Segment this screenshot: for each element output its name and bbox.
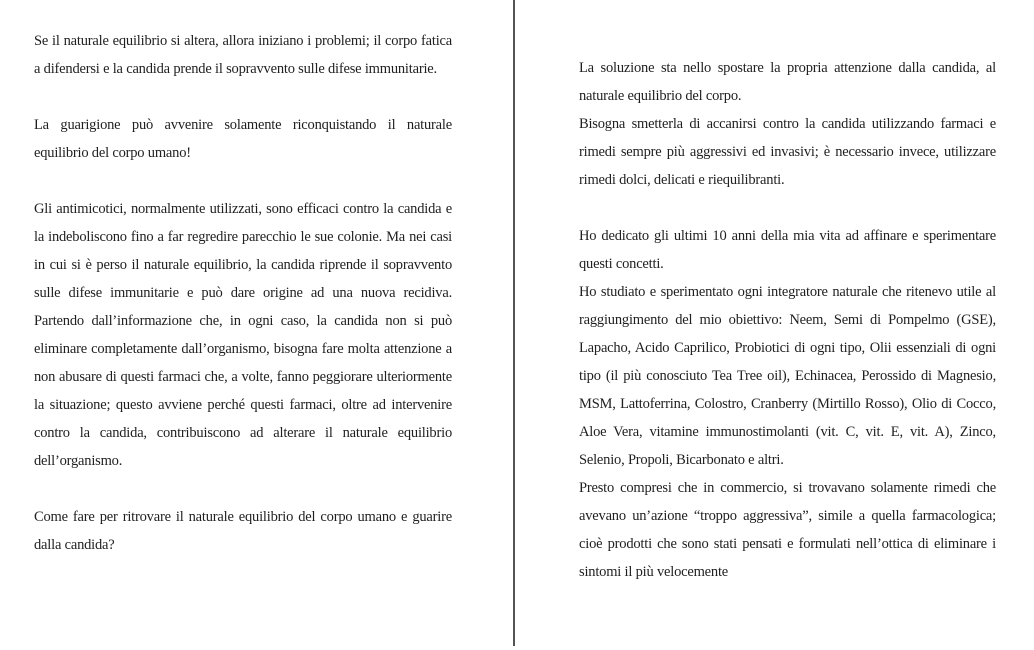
paragraph: Se il naturale equilibrio si altera, allora iniziano i problemi; il corpo fatica a difendersi e la candida prende il sopravvento sulle difese immunitarie. bbox=[34, 33, 452, 77]
paragraph: Gli antimicotici, normalmente utilizzati, sono efficaci contro la candida e la indeboliscono fino a far regredire parecchio le sue colonie. Ma nei casi in cui si è perso il naturale equilibrio, la candida riprende il sopravvento sulle difese immunitarie e può dare origine ad una nuova recidiva. Partendo dall’informazione che, in ogni caso, la candida non si può eliminare completamente dall’organismo, bisogna fare molta attenzione a non abusare di questi farmaci che, a volte, fanno peggiorare ulteriormente la situazione; questo avviene perché questi farmaci, oltre ad intervenire contro la candida, contribuiscono ad alterare il naturale equilibrio dell’organismo. bbox=[34, 201, 452, 469]
paragraph: Presto compresi che in commercio, si trovavano solamente rimedi che avevano un’azione “troppo aggressiva”, simile a quella farmacologica; cioè prodotti che sono stati pensati e formulati nell’ottica di eliminare i sintomi il più velocemente bbox=[579, 480, 996, 580]
paragraph: Come fare per ritrovare il naturale equilibrio del corpo umano e guarire dalla candida? bbox=[34, 509, 452, 553]
paragraph: Bisogna smetterla di accanirsi contro la candida utilizzando farmaci e rimedi sempre più aggressivi ed invasivi; è necessario invece, utilizzare rimedi dolci, delicati e riequilibranti. bbox=[579, 116, 996, 188]
paragraph: Ho studiato e sperimentato ogni integratore naturale che ritenevo utile al raggiungimento del mio obiettivo: Neem, Semi di Pompelmo (GSE), Lapacho, Acido Caprilico, Probiotici di ogni tipo, Olii essenziali di ogni tipo (il più conosciuto Tea Tree oil), Echinacea, Perossido di Magnesio, MSM, Lattoferrina, Colostro, Cranberry (Mirtillo Rosso), Olio di Cocco, Aloe Vera, vitamine immunostimolanti (vit. C, vit. E, vit. A), Zinco, Selenio, Propoli, Bicarbonato e altri. bbox=[579, 284, 996, 468]
paragraph: La guarigione può avvenire solamente riconquistando il naturale equilibrio del corpo umano! bbox=[34, 117, 452, 161]
paragraph: Ho dedicato gli ultimi 10 anni della mia vita ad affinare e sperimentare questi concetti. bbox=[579, 228, 996, 272]
page-divider-line bbox=[513, 0, 515, 646]
page-left bbox=[34, 0, 452, 559]
paragraph: La soluzione sta nello spostare la propria attenzione dalla candida, al naturale equilibrio del corpo. bbox=[579, 60, 996, 104]
page-right bbox=[579, 0, 996, 586]
